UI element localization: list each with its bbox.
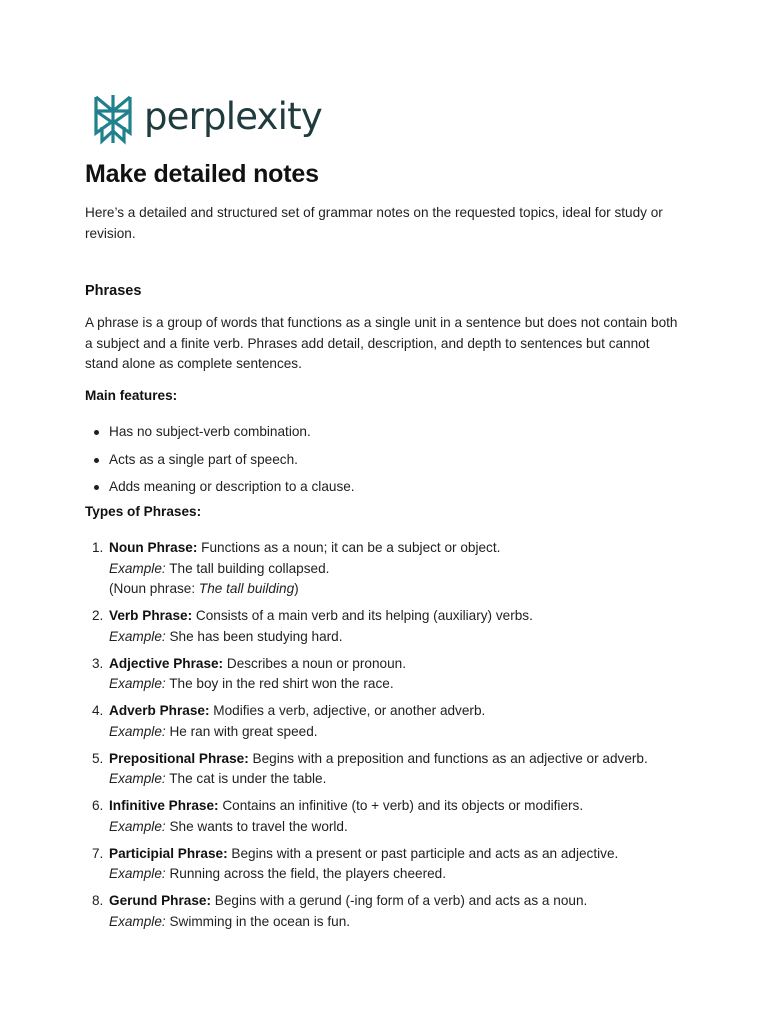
example-label: Example:: [109, 676, 166, 691]
example-label: Example:: [109, 723, 166, 739]
term: Adjective Phrase:: [109, 655, 224, 671]
example-label: Example:: [109, 866, 166, 881]
list-item-adverb-phrase: [85, 701, 705, 742]
example-text: Running across the field, the players cheered.: [165, 866, 447, 881]
example-text: He ran with great speed.: [165, 723, 318, 739]
section-heading-phrases: Phrases: [85, 283, 142, 299]
term: Verb Phrase:: [109, 608, 193, 623]
bullet-icon: [94, 485, 99, 490]
list-item: Acts as a single part of speech.: [85, 450, 355, 478]
list-item-noun-phrase: [85, 538, 705, 600]
perplexity-wordmark: perplexity: [144, 94, 322, 138]
description: Contains an infinitive (to + verb) and its objects or modifiers.: [218, 798, 584, 813]
term: Adverb Phrase:: [109, 703, 210, 718]
item-number: 6.: [92, 798, 104, 813]
example-text: Swimming in the ocean is fun.: [165, 913, 351, 929]
list-item-participial-phrase: [85, 844, 705, 885]
list-item-infinitive-phrase: [85, 796, 705, 837]
item-number: 4.: [92, 703, 104, 718]
description: Begins with a gerund (-ing form of a verb) and acts as a noun.: [210, 893, 588, 908]
example-text: She wants to travel the world.: [165, 818, 348, 834]
example-text: The tall building collapsed.: [165, 560, 330, 576]
features-list: [85, 422, 355, 505]
item-number: 1.: [92, 540, 104, 555]
item-number: 5.: [92, 750, 104, 766]
example-label: Example:: [109, 560, 166, 576]
term: Participial Phrase:: [109, 845, 228, 861]
term: Infinitive Phrase:: [109, 798, 219, 813]
item-number: 2.: [92, 608, 104, 623]
note-prefix: (Noun phrase:: [109, 581, 199, 596]
list-item-adjective-phrase: [85, 654, 705, 695]
example-text: The boy in the red shirt won the race.: [165, 676, 394, 691]
main-features-heading: Main features:: [85, 388, 178, 403]
description: Consists of a main verb and its helping (auxiliary) verbs.: [192, 608, 533, 623]
item-number: 7.: [92, 845, 104, 861]
types-list: [85, 538, 705, 939]
item-number: 3.: [92, 655, 104, 671]
example-text: The cat is under the table.: [165, 771, 327, 786]
list-item: Adds meaning or description to a clause.: [85, 477, 355, 505]
list-item: Has no subject-verb combination.: [85, 422, 355, 450]
example-label: Example:: [109, 771, 166, 786]
note-suffix: ): [294, 581, 299, 596]
intro-paragraph: Here’s a detailed and structured set of grammar notes on the requested topics, ideal for study or revision.: [85, 205, 663, 241]
phrases-definition: A phrase is a group of words that functions as a single unit in a sentence but does not contain both a subject and a finite verb. Phrases add detail, description, and depth to sentences but cannot stand alone as complete sentences.: [85, 315, 678, 371]
term: Noun Phrase:: [109, 540, 198, 555]
example-label: Example:: [109, 913, 166, 929]
list-item-prepositional-phrase: [85, 749, 705, 790]
term: Gerund Phrase:: [109, 893, 211, 908]
types-of-phrases-heading: Types of Phrases:: [85, 504, 202, 519]
note-emphasis: The tall building: [198, 581, 295, 596]
perplexity-logo: [92, 93, 322, 145]
bullet-icon: [94, 458, 99, 463]
description: Modifies a verb, adjective, or another adverb.: [209, 703, 486, 718]
example-label: Example:: [109, 818, 166, 834]
bullet-icon: [94, 430, 99, 435]
example-text: She has been studying hard.: [165, 628, 343, 644]
list-item-verb-phrase: [85, 606, 705, 647]
description: Begins with a present or past participle and acts as an adjective.: [227, 845, 619, 861]
description: Begins with a preposition and functions as an adjective or adverb.: [248, 750, 648, 766]
list-item-gerund-phrase: [85, 891, 705, 932]
item-number: 8.: [92, 893, 104, 908]
page-title: Make detailed notes: [85, 160, 319, 188]
term: Prepositional Phrase:: [109, 750, 249, 766]
description: Describes a noun or pronoun.: [223, 655, 406, 671]
perplexity-logo-icon: [92, 93, 134, 145]
description: Functions as a noun; it can be a subject or object.: [197, 540, 501, 555]
example-label: Example:: [109, 628, 166, 644]
